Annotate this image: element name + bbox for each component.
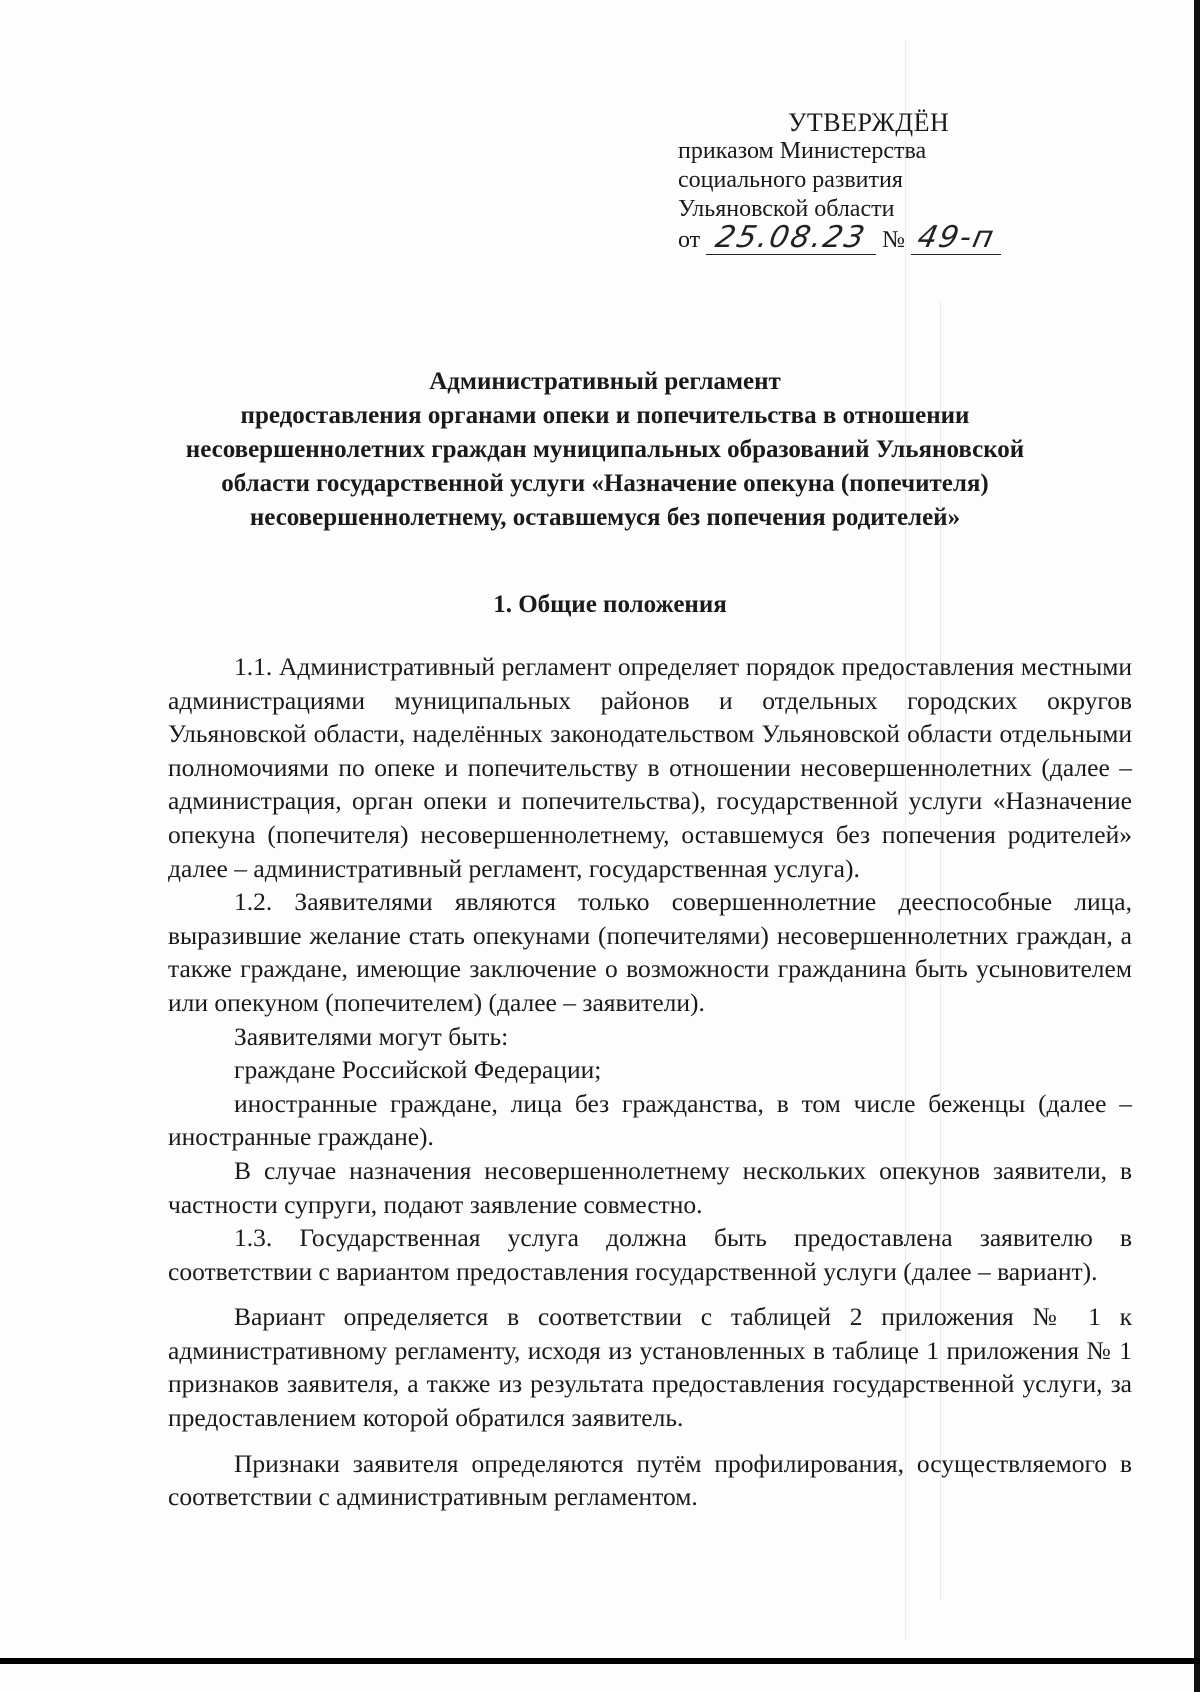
paragraph: иностранные граждане, лица без гражданства, в том числе беженцы (далее – иностранные граждане). <box>168 1088 1132 1152</box>
approval-block <box>678 108 1098 255</box>
approval-date-row <box>678 220 1098 255</box>
approval-line: Ульяновской области <box>678 196 895 222</box>
paragraph: 1.3. Государственная услуга должна быть предоставлена заявителю в соответствии с вариантом предоставления государственной услуги (далее – вариант). <box>168 1223 1132 1286</box>
paragraph: В случае назначения несовершеннолетнему нескольких опекунов заявители, в частности супруги, подают заявление совместно. <box>168 1155 1132 1219</box>
title-line: области государственной услуги «Назначение опекуна (попечителя) <box>221 470 989 497</box>
from-label: от <box>678 227 701 253</box>
title-line: несовершеннолетних граждан муниципальных образований Ульяновской <box>185 436 1025 463</box>
handwritten-number: 49-п <box>914 220 999 255</box>
approval-line: приказом Министерства <box>678 138 927 164</box>
section-heading: 1. Общие положения <box>493 591 727 618</box>
title-line: предоставления органами опеки и попечительства в отношении <box>240 402 970 429</box>
paragraph: Признаки заявителя определяются путём профилирования, осуществляемого в соответствии с административным регламентом. <box>168 1448 1132 1512</box>
number-field <box>911 220 1001 255</box>
document-title <box>130 365 1080 535</box>
scan-border-bottom <box>0 1658 1200 1664</box>
paragraph: 1.1. Административный регламент определяет порядок предоставления местными администрациями муниципальных районов и отдельных городских округов Ульяновской области, наделённых законодательством Ульяновской области отдельными полномочиями по опеке и попечительству в отношении несовершеннолетних (далее – администрация, орган опеки и попечительства), государственной услуги «Назначение опекуна (попечителя) несовершеннолетнему, оставшемуся без попечения родителей» далее – административный регламент, государственная услуга). <box>168 652 1132 883</box>
approval-line: социального развития <box>678 167 903 193</box>
document-body <box>168 650 1132 1514</box>
paragraph: Вариант определяется в соответствии с таблицей 2 приложения № 1 к административному регламенту, исходя из установленных в таблице 1 приложения № 1 признаков заявителя, а также из результата предоставления государственной услуги, за предоставлением которой обратился заявитель. <box>168 1302 1132 1433</box>
paragraph: граждане Российской Федерации; <box>234 1055 602 1085</box>
handwritten-date: 25.08.23 <box>712 220 870 255</box>
paragraph: 1.2. Заявителями являются только совершеннолетние дееспособные лица, выразившие желание стать опекунами (попечителями) несовершеннолетних граждан, а также граждане, имеющие заключение о возможности гражданина быть усыновителем или опекуном (попечителем) (далее – заявители). <box>168 887 1132 1017</box>
number-label: № <box>882 227 906 253</box>
title-line: Административный регламент <box>429 368 781 395</box>
title-line: несовершеннолетнему, оставшемуся без попечения родителей» <box>249 504 961 531</box>
approval-heading: УТВЕРЖДЁН <box>788 108 950 137</box>
date-field <box>706 220 876 255</box>
paragraph: Заявителями могут быть: <box>234 1021 509 1051</box>
scan-border-right <box>1194 0 1200 1692</box>
